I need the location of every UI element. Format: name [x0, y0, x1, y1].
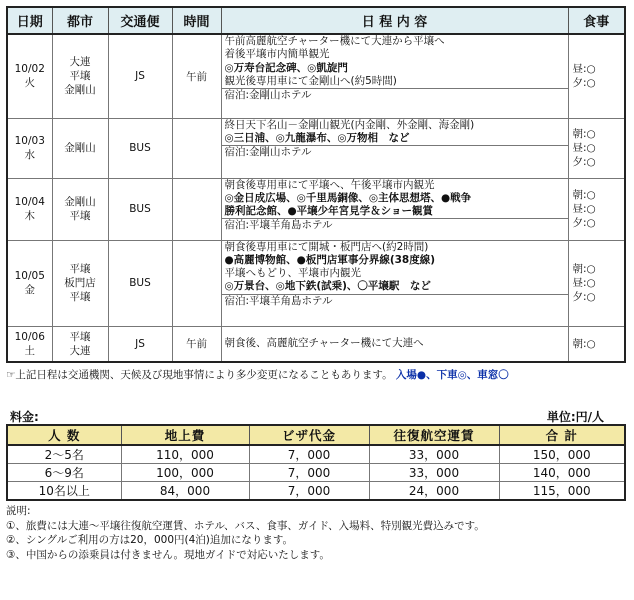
city-name: 大連 — [69, 344, 91, 357]
plan-line: 朝食後専用車にて開城・板門店へ(約2時間) — [224, 240, 429, 253]
city-name: 平壌 — [69, 330, 91, 343]
plan-stay: 宿泊:平壌羊角島ホテル — [222, 294, 568, 308]
day-meals-cell — [568, 178, 625, 240]
fee-row — [7, 482, 625, 501]
meal-entry: 朝:○ — [572, 189, 596, 201]
fee-cell: 24，000 — [369, 482, 499, 501]
city-name: 板門店 — [64, 277, 96, 289]
meal-entry: 昼:○ — [572, 277, 596, 289]
city-name: 金剛山 — [64, 142, 96, 154]
plan-stay: 宿泊:平壌羊角島ホテル — [222, 218, 568, 232]
meal-entry: 朝:○ — [572, 263, 596, 275]
day-transport: JS — [108, 326, 172, 362]
day-transport: BUS — [108, 178, 172, 240]
fee-cell: 150，000 — [499, 445, 625, 464]
fee-row — [7, 464, 625, 482]
plan-line: 観光後専用車にて金剛山へ(約5時間) — [224, 74, 397, 87]
day-cities-cell — [52, 118, 108, 178]
fee-cell: 2～5名 — [7, 445, 121, 464]
fee-cell: 110，000 — [121, 445, 249, 464]
meal-entry: 朝:○ — [572, 128, 596, 140]
plan-stay: 宿泊:金剛山ホテル — [222, 145, 568, 159]
day-date-cell — [7, 178, 52, 240]
plan-line: 朝食後、高麗航空チャーター機にて大連へ — [224, 337, 424, 350]
day-time: 午前 — [172, 34, 221, 118]
meal-entry: 夕:○ — [572, 217, 596, 229]
fee-cell: 7，000 — [249, 482, 369, 501]
city-name: 金剛山 — [64, 84, 96, 97]
day-plan-cell — [221, 326, 568, 362]
header-city: 都市 — [52, 7, 108, 34]
day-row — [7, 34, 625, 118]
plan-line: ◎金日成広場、◎千里馬銅像、◎主体思想塔、●戦争 — [224, 191, 472, 204]
fee-cell: 115，000 — [499, 482, 625, 501]
explanation — [6, 504, 624, 562]
fee-cell: 33，000 — [369, 445, 499, 464]
plan-line: 平壌へもどり、平壌市内観光 — [224, 267, 361, 280]
day-cities-cell — [52, 34, 108, 118]
explanation-title: 説明: — [6, 505, 31, 517]
header-plan: 日 程 内 容 — [221, 7, 568, 34]
fee-column-header: 地上費 — [121, 425, 249, 445]
plan-stay: 宿泊:金剛山ホテル — [222, 88, 568, 102]
day-date: 10/04 — [14, 196, 45, 208]
city-name: 平壌 — [69, 291, 91, 303]
day-row — [7, 118, 625, 178]
day-date: 10/03 — [14, 135, 45, 147]
day-plan-cell — [221, 118, 568, 178]
fee-column-header: 往復航空運賃 — [369, 425, 499, 445]
day-cities-cell — [52, 326, 108, 362]
meal-entry: 昼:○ — [572, 63, 596, 76]
meal-entry: 夕:○ — [572, 77, 596, 90]
meal-entry: 昼:○ — [572, 203, 596, 215]
fee-header — [6, 408, 624, 424]
fee-table — [6, 424, 626, 501]
day-row — [7, 326, 625, 362]
city-name: 平壌 — [69, 263, 91, 275]
fee-cell: 140，000 — [499, 464, 625, 482]
fee-unit: 単位:円/人 — [546, 410, 604, 424]
fee-header-row — [7, 425, 625, 445]
fee-cell: 7，000 — [249, 464, 369, 482]
plan-line: 勝利記念館、●平壌少年宮見学＆ショー観賞 — [224, 205, 433, 218]
itinerary-table — [6, 6, 626, 363]
fee-row — [7, 445, 625, 464]
plan-line: ◎万景台、◎地下鉄(試乗)、〇平壌駅 など — [224, 280, 431, 293]
day-time — [172, 240, 221, 326]
city-name: 金剛山 — [64, 196, 96, 208]
fee-column-header: ビザ代金 — [249, 425, 369, 445]
day-time — [172, 178, 221, 240]
day-weekday: 木 — [24, 210, 35, 222]
city-name: 平壌 — [69, 210, 91, 222]
day-row — [7, 178, 625, 240]
day-meals-cell — [568, 34, 625, 118]
plan-line: ●高麗博物館、●板門店軍事分界線(38度線) — [224, 253, 436, 266]
day-row — [7, 240, 625, 326]
explanation-item: ③、中国からの添乗員は付きません。現地ガイドで対応いたします。 — [6, 548, 330, 561]
day-date-cell — [7, 326, 52, 362]
plan-line: 着後平壌市内簡単観光 — [224, 48, 330, 61]
explanation-item: ①、旅費には大連～平壌往復航空運賃、ホテル、バス、食事、ガイド、入場料、特別観光費込みです。 — [6, 519, 485, 532]
day-weekday: 火 — [24, 77, 35, 90]
day-plan-cell — [221, 34, 568, 118]
day-weekday: 土 — [24, 344, 35, 357]
meal-entry: 夕:○ — [572, 291, 596, 303]
day-time — [172, 118, 221, 178]
fee-cell: 10名以上 — [7, 482, 121, 501]
day-transport: JS — [108, 34, 172, 118]
meal-entry: 昼:○ — [572, 142, 596, 154]
day-meals-cell — [568, 240, 625, 326]
day-transport: BUS — [108, 240, 172, 326]
day-date-cell — [7, 240, 52, 326]
note-text: ☞上記日程は交通機関、天候及び現地事情により多少変更になることもあります。 — [6, 369, 393, 381]
plan-line: 朝食後専用車にて平壌へ、午後平壌市内観光 — [224, 178, 435, 191]
itinerary-note — [6, 367, 624, 382]
day-cities-cell — [52, 240, 108, 326]
fee-cell: 33，000 — [369, 464, 499, 482]
city-name: 大連 — [69, 56, 91, 69]
day-meals-cell — [568, 326, 625, 362]
meal-entry: 朝:○ — [572, 337, 596, 350]
day-date: 10/06 — [14, 330, 45, 343]
fee-cell: 100，000 — [121, 464, 249, 482]
fee-cell: 6～9名 — [7, 464, 121, 482]
plan-line: 終日天下名山－金剛山観光(内金剛、外金剛、海金剛) — [224, 118, 475, 131]
fee-label: 料金: — [10, 410, 39, 424]
header-transport: 交通便 — [108, 7, 172, 34]
meal-entry: 夕:○ — [572, 156, 596, 168]
header-date: 日期 — [7, 7, 52, 34]
fee-column-header: 人 数 — [7, 425, 121, 445]
city-name: 平壌 — [69, 70, 91, 83]
tour-document — [6, 6, 624, 562]
plan-line: ◎万寿台記念碑、◎凱旋門 — [224, 61, 348, 74]
itinerary-body — [7, 34, 625, 362]
symbol-legend: 入場●、下車◎、車窓〇 — [395, 369, 509, 381]
fee-cell: 84，000 — [121, 482, 249, 501]
fee-cell: 7，000 — [249, 445, 369, 464]
day-cities-cell — [52, 178, 108, 240]
fee-column-header: 合 計 — [499, 425, 625, 445]
day-date: 10/05 — [14, 270, 45, 282]
day-plan-cell — [221, 178, 568, 240]
day-weekday: 金 — [24, 284, 35, 296]
day-date-cell — [7, 34, 52, 118]
header-time: 時間 — [172, 7, 221, 34]
day-transport: BUS — [108, 118, 172, 178]
plan-line: ◎三日浦、◎九龍瀑布、◎万物相 など — [224, 131, 410, 144]
day-date: 10/02 — [14, 63, 45, 76]
day-weekday: 水 — [24, 149, 35, 161]
explanation-item: ②、シングルご利用の方は20，000円(4泊)追加になります。 — [6, 534, 294, 546]
itinerary-header-row — [7, 7, 625, 34]
header-meals: 食事 — [568, 7, 625, 34]
day-meals-cell — [568, 118, 625, 178]
plan-line: 午前高麗航空チャーター機にて大連から平壌へ — [224, 35, 445, 47]
day-time: 午前 — [172, 326, 221, 362]
fee-body — [7, 445, 625, 500]
day-date-cell — [7, 118, 52, 178]
day-plan-cell — [221, 240, 568, 326]
